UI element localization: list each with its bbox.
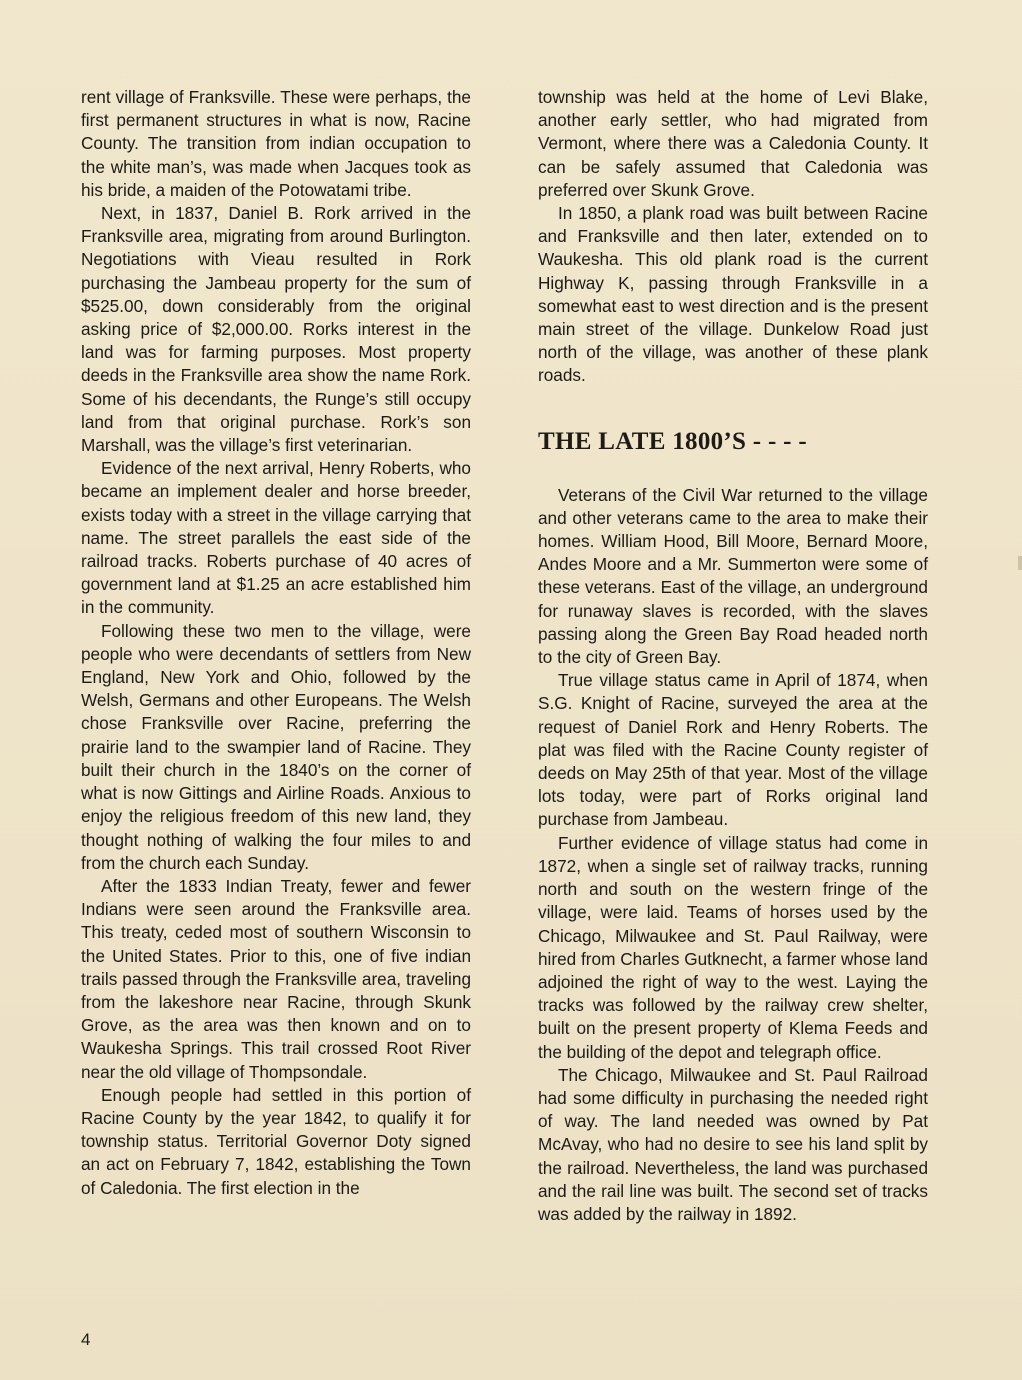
- right-column: [538, 86, 928, 1226]
- paragraph: In 1850, a plank road was built between Racine and Franksville and then later, extended on to Waukesha. This old plank road is the current Highway K, passing through Franksville in a somewhat east to west direction and is the present main street of the village. Dunkelow Road just north of the village, was another of these plank roads.: [538, 203, 928, 386]
- page-edge-mark: [1018, 556, 1022, 570]
- paragraph: True village status came in April of 1874, when S.G. Knight of Racine, surveyed the area at the request of Daniel Rork and Henry Roberts. The plat was filed with the Racine County register of deeds on May 25th of that year. Most of the village lots today, were part of Rorks original land purchase from Jambeau.: [538, 670, 928, 830]
- paragraph: Following these two men to the village, were people who were decendants of settlers from New England, New York and Ohio, followed by the Welsh, Germans and other Europeans. The Welsh chose Franksville over Racine, preferring the prairie land to the swampier land of Racine. They built their church in the 1840’s on the corner of what is now Gittings and Airline Roads. Anxious to enjoy the religious freedom of this new land, they thought nothing of walking the four miles to and from the church each Sunday.: [81, 620, 471, 873]
- left-column: [81, 86, 471, 1200]
- paragraph: The Chicago, Milwaukee and St. Paul Railroad had some difficulty in purchasing the needed right of way. The land needed was owned by Pat McAvay, who had no desire to see his land split by the railroad. Nevertheless, the land was purchased and the rail line was built. The second set of tracks was added by the railway in 1892.: [538, 1064, 928, 1224]
- paragraph: township was held at the home of Levi Blake, another early settler, who had migrated from Vermont, where there was a Caledonia County. It can be safely assumed that Caledonia was preferred over Skunk Grove.: [538, 87, 928, 200]
- paragraph: Veterans of the Civil War returned to the village and other veterans came to the area to make their homes. William Hood, Bill Moore, Bernard Moore, Andes Moore and a Mr. Summerton were some of these veterans. East of the village, an underground for runaway slaves is recorded, with the slaves passing along the Green Bay Road headed north to the city of Green Bay.: [538, 484, 928, 668]
- page-number: 4: [81, 1330, 91, 1349]
- paragraph: Next, in 1837, Daniel B. Rork arrived in the Franksville area, migrating from around Burlington. Negotiations with Vieau resulted in Rork purchasing the Jambeau property for the sum of $525.00, down considerably from the original asking price of $2,000.00. Rorks interest in the land was for farming purposes. Most property deeds in the Franksville area show the name Rork. Some of his decendants, the Runge’s still occupy land from that original purchase. Rork’s son Marshall, was the village’s first veterinarian.: [81, 203, 471, 456]
- paragraph: After the 1833 Indian Treaty, fewer and fewer Indians were seen around the Franksville area. This treaty, ceded most of southern Wisconsin to the United States. Prior to this, one of five indian trails passed through the Franksville area, traveling from the lakeshore near Racine, through Skunk Grove, as the area was then known and on to Waukesha Springs. This trail crossed Root River near the old village of Thompsondale.: [81, 875, 471, 1082]
- section-heading: THE LATE 1800’S - - - -: [538, 427, 807, 455]
- paragraph: rent village of Franksville. These were perhaps, the first permanent structures in what is now, Racine County. The transition from indian occupation to the white man’s, was made when Jacques took as his bride, a maiden of the Potowatami tribe.: [81, 87, 471, 200]
- paragraph: Enough people had settled in this portion of Racine County by the year 1842, to qualify it for township status. Territorial Governor Doty signed an act on February 7, 1842, establishing the Town of Caledonia. The first election in the: [81, 1084, 471, 1198]
- paragraph: Evidence of the next arrival, Henry Roberts, who became an implement dealer and horse breeder, exists today with a street in the village carrying that name. The street parallels the east side of the railroad tracks. Roberts purchase of 40 acres of government land at $1.25 an acre established him in the community.: [81, 458, 471, 618]
- paragraph: Further evidence of village status had come in 1872, when a single set of railway tracks, running north and south on the western fringe of the village, were laid. Teams of horses used by the Chicago, Milwaukee and St. Paul Railway, were hired from Charles Gutknecht, a farmer whose land adjoined the right of way to the west. Laying the tracks was followed by the railway crew shelter, built on the present property of Klema Feeds and the building of the depot and telegraph office.: [538, 832, 928, 1062]
